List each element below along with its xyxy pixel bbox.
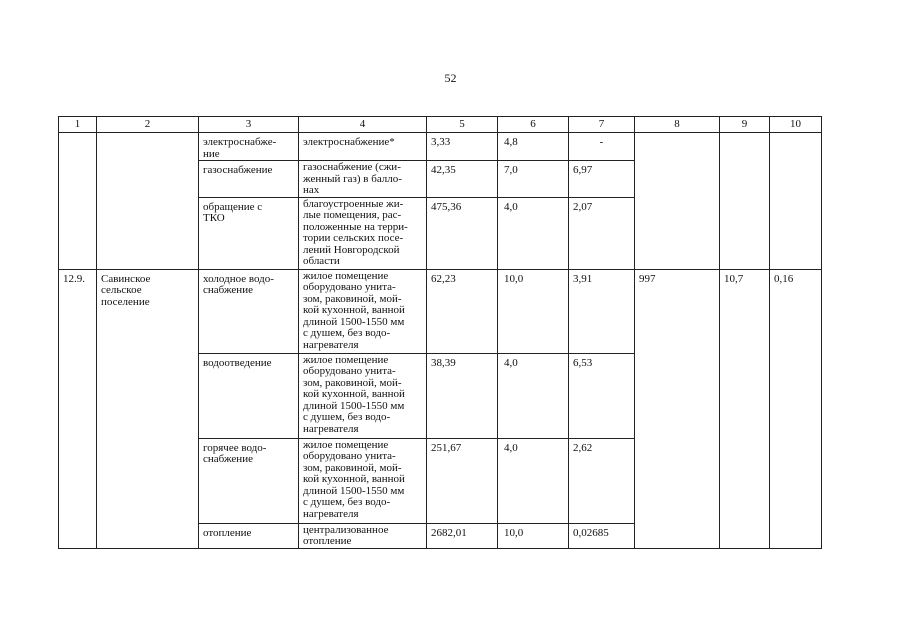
cell-empty	[97, 133, 199, 270]
header-cell: 8	[635, 117, 720, 133]
service-cell: электроснабже- ние	[199, 133, 299, 161]
value-cell: 6,53	[569, 353, 635, 438]
header-cell: 3	[199, 117, 299, 133]
value-cell: 4,0	[498, 438, 569, 523]
description-cell: электроснабжение*	[299, 133, 427, 161]
header-cell: 2	[97, 117, 199, 133]
value-cell: 10,0	[498, 269, 569, 353]
description-cell: благоустроенные жи- лые помещения, рас- положенные на терри- тории сельских посе- лений Новгородской области	[299, 197, 427, 269]
value-cell: 251,67	[427, 438, 498, 523]
service-cell: горячее водо- снабжение	[199, 438, 299, 523]
header-row	[59, 117, 822, 133]
header-cell: 4	[299, 117, 427, 133]
description-cell: жилое помещение оборудовано унита- зом, раковиной, мой- кой кухонной, ванной длиной 1500-1550 мм с душем, без водо- нагревателя	[299, 269, 427, 353]
description-cell: жилое помещение оборудовано унита- зом, раковиной, мой- кой кухонной, ванной длиной 1500-1550 мм с душем, без водо- нагревателя	[299, 353, 427, 438]
value-cell: 7,0	[498, 161, 569, 198]
cell-empty	[635, 133, 720, 270]
header-cell: 5	[427, 117, 498, 133]
description-cell: жилое помещение оборудовано унита- зом, раковиной, мой- кой кухонной, ванной длиной 1500-1550 мм с душем, без водо- нагревателя	[299, 438, 427, 523]
tariff-table	[58, 116, 822, 549]
row-number-cell: 12.9.	[59, 269, 97, 548]
description-cell: централизованное отопление	[299, 523, 427, 548]
service-cell: холодное водо- снабжение	[199, 269, 299, 353]
value-cell: 0,16	[770, 269, 822, 548]
value-cell: 10,7	[720, 269, 770, 548]
value-cell: 6,97	[569, 161, 635, 198]
value-cell: 3,91	[569, 269, 635, 353]
value-cell: 4,0	[498, 353, 569, 438]
value-cell: 2,62	[569, 438, 635, 523]
value-cell: 42,35	[427, 161, 498, 198]
cell-empty	[59, 133, 97, 270]
service-cell: водоотведение	[199, 353, 299, 438]
value-cell: 997	[635, 269, 720, 548]
value-cell: -	[569, 133, 635, 161]
value-cell: 10,0	[498, 523, 569, 548]
header-cell: 1	[59, 117, 97, 133]
service-cell: газоснабжение	[199, 161, 299, 198]
value-cell: 62,23	[427, 269, 498, 353]
value-cell: 38,39	[427, 353, 498, 438]
description-cell: газоснабжение (сжи- женный газ) в балло- нах	[299, 161, 427, 198]
value-cell: 4,0	[498, 197, 569, 269]
service-cell: обращение с ТКО	[199, 197, 299, 269]
header-cell: 7	[569, 117, 635, 133]
header-cell: 10	[770, 117, 822, 133]
header-cell: 9	[720, 117, 770, 133]
header-cell: 6	[498, 117, 569, 133]
value-cell: 2682,01	[427, 523, 498, 548]
value-cell: 2,07	[569, 197, 635, 269]
value-cell: 3,33	[427, 133, 498, 161]
cell-empty	[720, 133, 770, 270]
service-cell: отопление	[199, 523, 299, 548]
value-cell: 0,02685	[569, 523, 635, 548]
value-cell: 4,8	[498, 133, 569, 161]
table-row	[59, 269, 822, 353]
page-number: 52	[444, 71, 457, 85]
settlement-cell: Савинское сельское поселение	[97, 269, 199, 548]
table-row	[59, 133, 822, 161]
value-cell: 475,36	[427, 197, 498, 269]
cell-empty	[770, 133, 822, 270]
